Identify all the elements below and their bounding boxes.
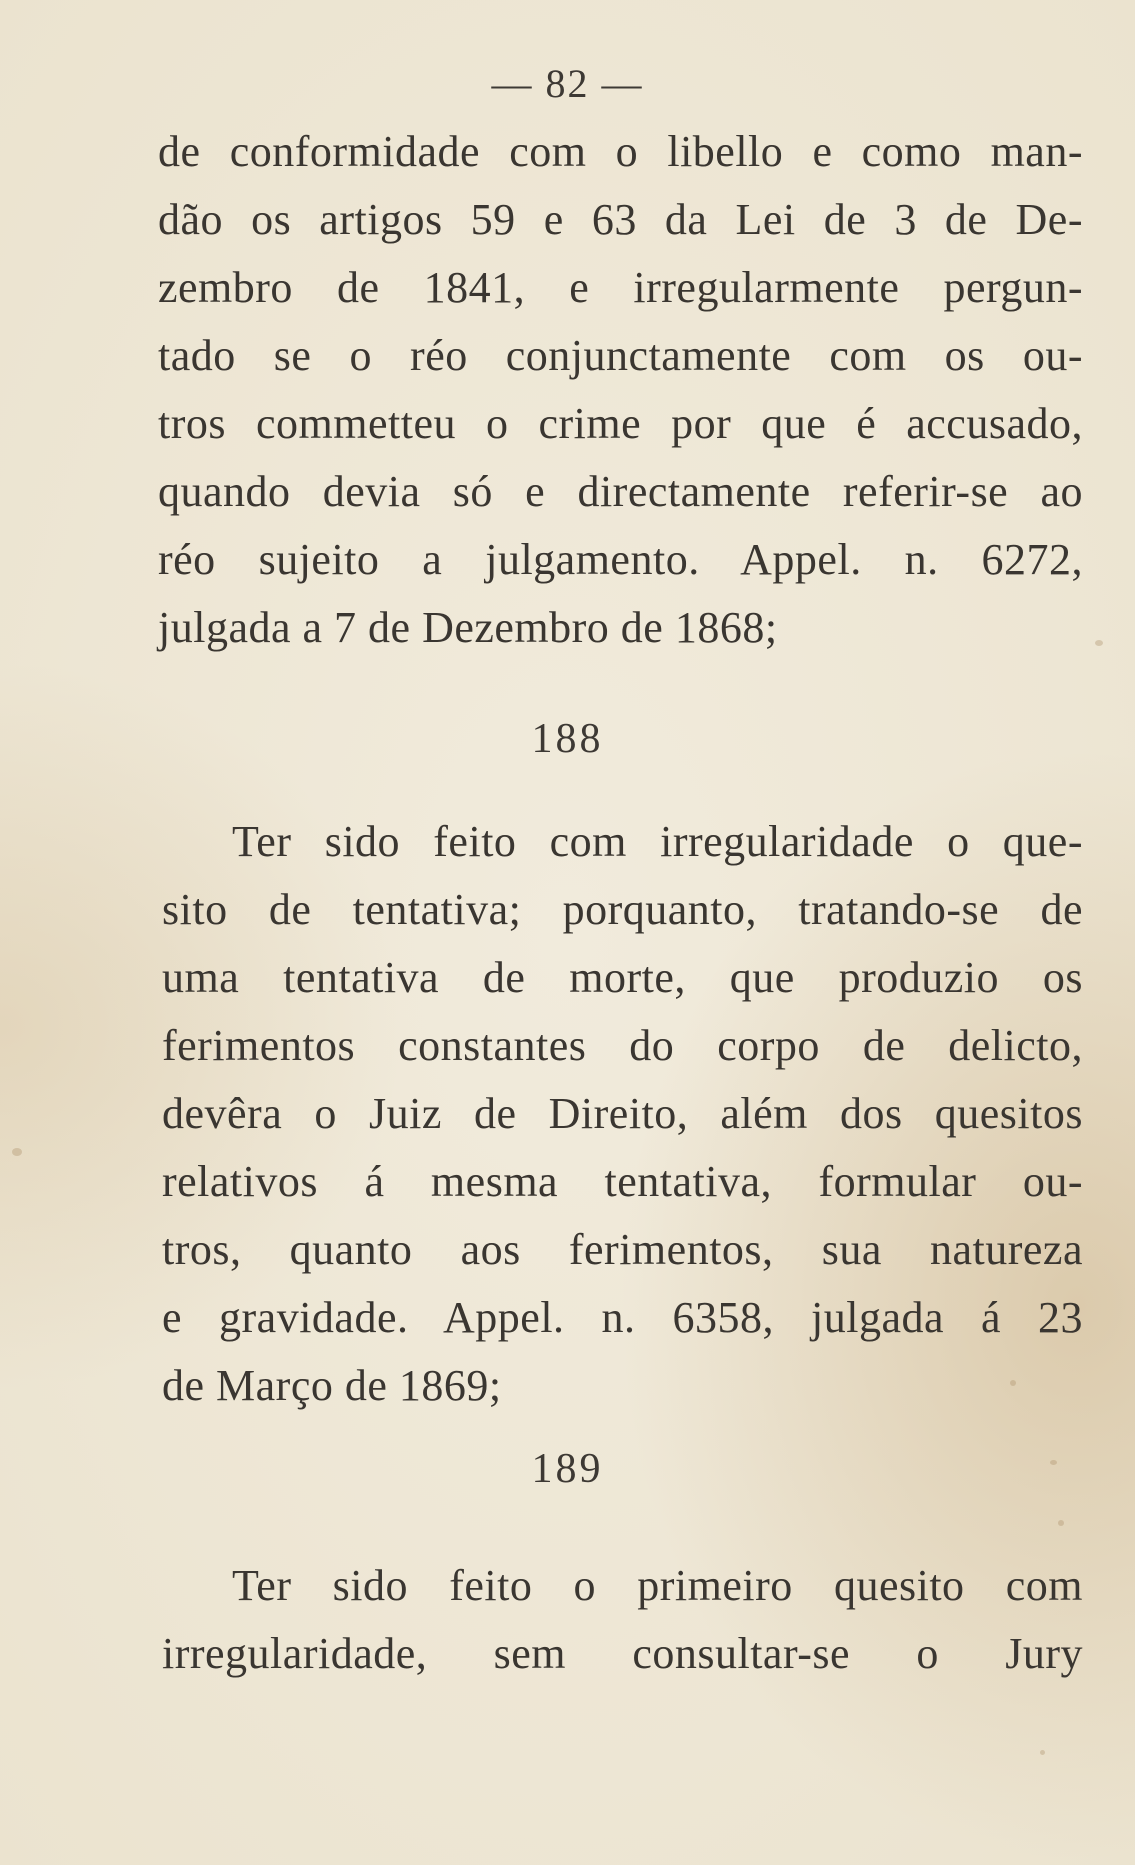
- text-line: relativos á mesma tentativa, formular ou-: [162, 1157, 1083, 1206]
- text-line: irregularidade, sem consultar-se o Jury: [162, 1629, 1083, 1678]
- text-line: réo sujeito a julgamento. Appel. n. 6272,: [158, 535, 1083, 584]
- text-line: julgada a 7 de Dezembro de 1868;: [158, 603, 778, 652]
- section-number-188: 188: [531, 716, 604, 762]
- paper-speck: [12, 1148, 22, 1156]
- page-number-header: — 82 —: [491, 61, 644, 106]
- section-189-paragraph: [162, 1552, 1083, 1688]
- paper-speck: [1058, 1520, 1064, 1526]
- text-line: dão os artigos 59 e 63 da Lei de 3 de De-: [158, 195, 1083, 244]
- text-line: e gravidade. Appel. n. 6358, julgada á 23: [162, 1293, 1083, 1342]
- text-line: devêra o Juiz de Direito, além dos quesitos: [162, 1089, 1083, 1138]
- text-line: de Março de 1869;: [162, 1361, 502, 1410]
- paper-speck: [1050, 1460, 1057, 1465]
- text-line: sito de tentativa; porquanto, tratando-se de: [162, 885, 1083, 934]
- text-line: tros commetteu o crime por que é accusado,: [158, 399, 1083, 448]
- text-line: Ter sido feito o primeiro quesito com: [232, 1561, 1083, 1610]
- paper-speck: [1040, 1750, 1045, 1755]
- text-line: ferimentos constantes do corpo de delicto,: [162, 1021, 1083, 1070]
- paper-speck: [1095, 640, 1103, 646]
- text-line: de conformidade com o libello e como man-: [158, 127, 1083, 176]
- text-line: quando devia só e directamente referir-se ao: [158, 467, 1083, 516]
- text-line: Ter sido feito com irregularidade o que-: [232, 817, 1083, 866]
- paper-speck: [1010, 1380, 1016, 1386]
- text-line: zembro de 1841, e irregularmente pergun-: [158, 263, 1083, 312]
- text-line: uma tentativa de morte, que produzio os: [162, 953, 1083, 1002]
- text-line: tros, quanto aos ferimentos, sua natureza: [162, 1225, 1083, 1274]
- section-188-paragraph: [162, 808, 1083, 1420]
- text-line: tado se o réo conjunctamente com os ou-: [158, 331, 1083, 380]
- paragraph-continuation: [158, 118, 1083, 662]
- section-number-189: 189: [531, 1446, 604, 1492]
